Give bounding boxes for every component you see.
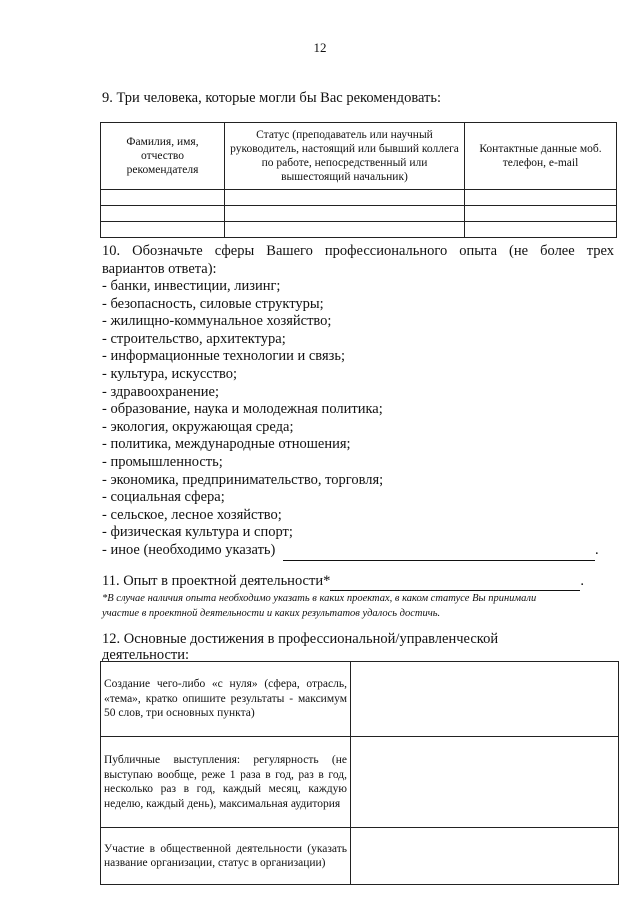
table-row <box>101 206 617 222</box>
other-label: - иное (необходимо указать) <box>102 541 276 558</box>
q11-title-row <box>102 573 584 591</box>
q11-end-dot: . <box>580 573 584 589</box>
list-item: - информационные технологии и связь; <box>102 348 345 365</box>
table-cell[interactable] <box>101 190 225 206</box>
recommenders-table <box>100 122 617 238</box>
list-item: - сельское, лесное хозяйство; <box>102 506 282 523</box>
row-label-public-speaking: Публичные выступления: регулярность (не выступаю вообще, реже 1 раза в год, раз в год, несколько раз в год, каждый месяц, каждую неделю, каждый день), максимальная аудитория <box>101 737 351 828</box>
answer-cell-created-from-scratch[interactable] <box>351 662 619 737</box>
list-item: - культура, искусство; <box>102 365 238 382</box>
q9-title: 9. Три человека, которые могли бы Вас рекомендовать: <box>102 90 442 106</box>
q10-title-line2: вариантов ответа): <box>102 261 217 277</box>
list-item: - физическая культура и спорт; <box>102 524 293 541</box>
q11-note-line1: *В случае наличия опыта необходимо указать в каких проектах, в каком статусе Вы принимали <box>102 593 537 604</box>
table-row <box>101 190 617 206</box>
list-item: - безопасность, силовые структуры; <box>102 295 324 312</box>
table-cell[interactable] <box>465 222 617 238</box>
project-experience-input-line[interactable] <box>330 573 580 591</box>
q12-title-line1: 12. Основные достижения в профессиональной/управленческой <box>102 631 499 647</box>
other-end-dot: . <box>594 541 599 558</box>
table-row <box>101 662 619 737</box>
list-item: - образование, наука и молодежная политика; <box>102 401 383 418</box>
row-label-created-from-scratch: Создание чего-либо «с нуля» (сфера, отрасль, «тема», кратко опишите результаты - максимум 50 слов, три основных пункта) <box>101 662 351 737</box>
q11-title: 11. Опыт в проектной деятельности* <box>102 573 331 589</box>
answer-cell-public-activity[interactable] <box>351 828 619 885</box>
list-item: - банки, инвестиции, лизинг; <box>102 278 281 294</box>
list-item: - промышленность; <box>102 453 223 470</box>
q11-note-line2: участие в проектной деятельности и каких результатов удалось достичь. <box>102 608 441 619</box>
achievements-table <box>100 661 619 885</box>
table-cell[interactable] <box>225 206 465 222</box>
column-header-contacts: Контактные данные моб. телефон, e-mail <box>465 123 617 190</box>
table-cell[interactable] <box>465 190 617 206</box>
table-row <box>101 222 617 238</box>
table-cell[interactable] <box>101 206 225 222</box>
list-item: - жилищно-коммунальное хозяйство; <box>102 313 332 330</box>
column-header-status: Статус (преподаватель или научный руководитель, настоящий или бывший коллега по работе, непосредственный или вышестоящий начальник) <box>225 123 465 190</box>
q12-title-line2: деятельности: <box>102 647 190 663</box>
answer-cell-public-speaking[interactable] <box>351 737 619 828</box>
list-item: - социальная сфера; <box>102 489 225 506</box>
table-row <box>101 737 619 828</box>
experience-options-list <box>102 278 599 561</box>
list-item: - экология, окружающая среда; <box>102 418 294 435</box>
table-cell[interactable] <box>225 190 465 206</box>
table-cell[interactable] <box>465 206 617 222</box>
list-item: - здравоохранение; <box>102 383 219 400</box>
table-cell[interactable] <box>225 222 465 238</box>
table-header-row <box>101 123 617 190</box>
row-label-public-activity: Участие в общественной деятельности (указать название организации, статус в организации) <box>101 828 351 885</box>
page-number: 12 <box>313 40 327 55</box>
table-cell[interactable] <box>101 222 225 238</box>
other-input-line[interactable] <box>283 542 595 561</box>
list-item-other <box>102 542 599 561</box>
table-row <box>101 828 619 885</box>
list-item: - строительство, архитектура; <box>102 330 286 347</box>
column-header-name: Фамилия, имя, отчество рекомендателя <box>101 123 225 190</box>
list-item: - политика, международные отношения; <box>102 436 351 453</box>
q10-title-line1: 10. Обозначьте сферы Вашего профессионального опыта (не более трех <box>102 243 614 259</box>
list-item: - экономика, предпринимательство, торговля; <box>102 471 384 488</box>
